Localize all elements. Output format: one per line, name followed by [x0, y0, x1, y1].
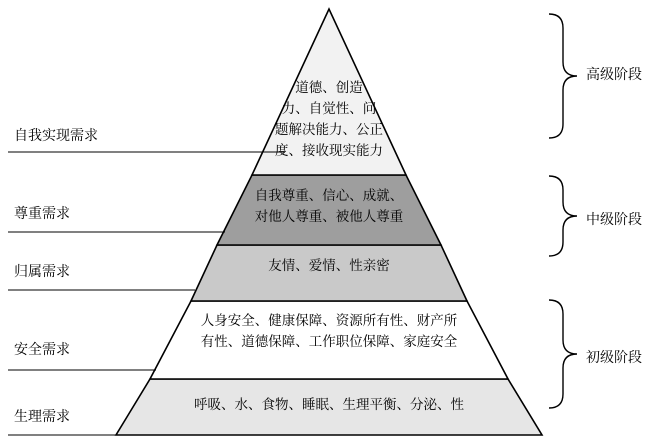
- pyramid-layer-self-actualization: [252, 9, 406, 175]
- layer-content-belonging: 友情、爱情、性亲密: [268, 258, 390, 273]
- label-physiological: 生理需求: [14, 408, 70, 424]
- pyramid-layer-physiological: [116, 379, 542, 435]
- layer-content-physiological: 呼吸、水、食物、睡眠、生理平衡、分泌、性: [194, 397, 464, 412]
- label-esteem: 尊重需求: [14, 205, 70, 221]
- pyramid-layer-esteem: [217, 175, 441, 245]
- pyramid-layer-belonging: [191, 245, 467, 301]
- layer-content-self-actualization: 道德、创造 力、自觉性、问 题解决能力、公正 度、接收现实能力: [275, 80, 383, 158]
- label-self-actualization: 自我实现需求: [14, 127, 98, 143]
- stage-label-advanced: 高级阶段: [586, 66, 642, 82]
- pyramid-layer-safety: [150, 301, 508, 379]
- stage-label-primary: 初级阶段: [586, 349, 642, 365]
- stage-label-intermediate: 中级阶段: [586, 211, 642, 227]
- brace-intermediate: [549, 176, 577, 256]
- brace-primary: [549, 300, 577, 408]
- brace-advanced: [549, 14, 577, 138]
- label-belonging: 归属需求: [14, 263, 70, 279]
- layer-content-safety: 人身安全、健康保障、资源所有性、财产所 有性、道德保障、工作职位保障、家庭安全: [200, 313, 458, 349]
- label-safety: 安全需求: [14, 341, 70, 357]
- layer-content-esteem: 自我尊重、信心、成就、 对他人尊重、被他人尊重: [254, 188, 404, 224]
